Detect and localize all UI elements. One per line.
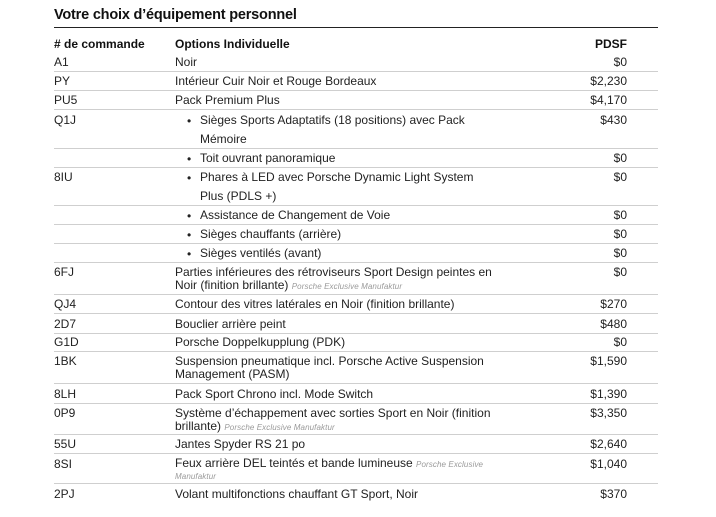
option-price: $0 [613,265,627,279]
bullet-icon: • [187,171,192,185]
option-description: Suspension pneumatique incl. Porsche Active Suspension Management (PASM) [175,354,484,381]
row-divider [54,294,658,295]
option-description: Intérieur Cuir Noir et Rouge Bordeaux [175,74,377,88]
bullet-icon: • [187,209,192,223]
option-price: $4,170 [590,93,627,107]
row-divider [54,224,658,225]
option-price: $1,040 [590,457,627,471]
option-description: Assistance de Changement de Voie [200,208,391,222]
row-divider [54,351,658,352]
option-description [175,458,500,482]
option-description: Porsche Doppelkupplung (PDK) [175,335,346,349]
order-code: 1BK [54,354,77,368]
order-code: A1 [54,55,69,69]
row-divider [54,262,658,263]
option-description-text: Feux arrière DEL teintés et bande lumineuse [175,456,413,470]
order-code: 8SI [54,457,73,471]
page-title: Votre choix d’équipement personnel [54,7,297,23]
column-header-price: PDSF [594,37,627,51]
option-description: Pack Sport Chrono incl. Mode Switch [175,387,374,401]
order-code: G1D [54,335,79,349]
option-description: Sièges chauffants (arrière) [200,227,342,241]
option-price: $0 [613,55,627,69]
option-description: Sièges ventilés (avant) [200,246,322,260]
row-divider [54,71,658,72]
option-description-text: Système d’échappement avec sorties Sport en Noir (finition brillante) [175,406,491,433]
option-price: $370 [600,487,627,501]
row-divider [54,453,658,454]
option-price: $0 [613,208,627,222]
order-code: 2D7 [54,317,77,331]
bullet-icon: • [187,247,192,261]
row-divider [54,403,658,404]
order-code: QJ4 [54,297,77,311]
bullet-icon: • [187,152,192,166]
order-code: 2PJ [54,487,75,501]
option-description: Toit ouvrant panoramique [200,151,336,165]
option-price: $430 [600,113,627,127]
row-divider [54,90,658,91]
option-description: Bouclier arrière peint [175,317,286,331]
exclusive-manufaktur-note: Porsche Exclusive Manufaktur [224,423,335,432]
option-description: Noir [175,55,198,69]
title-rule [54,27,658,28]
row-divider [54,383,658,384]
exclusive-manufaktur-note: Porsche Exclusive Manufaktur [291,282,403,291]
option-description [175,407,505,434]
row-divider [54,243,658,244]
option-description [175,266,505,293]
row-divider [54,434,658,435]
order-code: 55U [54,437,77,451]
option-price: $0 [613,151,627,165]
row-divider [54,109,658,110]
bullet-icon: • [187,228,192,242]
order-code: PU5 [54,93,78,107]
option-description: Volant multifonctions chauffant GT Sport, Noir [175,487,419,501]
row-divider [54,333,658,334]
option-price: $2,640 [590,437,627,451]
option-description: Contour des vitres latérales en Noir (finition brillante) [175,297,455,311]
exclusive-manufaktur-note: Porsche Exclusive Manufaktur [175,460,484,481]
order-code: 8LH [54,387,77,401]
option-price: $480 [600,317,627,331]
option-price: $0 [613,170,627,184]
row-divider [54,148,658,149]
order-code: 8IU [54,170,73,184]
bullet-icon: • [187,114,192,128]
order-code: PY [54,74,71,88]
option-price: $0 [613,335,627,349]
option-price: $2,230 [590,74,627,88]
row-divider [54,483,658,484]
option-description: Sièges Sports Adaptatifs (18 positions) avec Pack Mémoire [200,113,465,146]
order-code: Q1J [54,113,77,127]
option-description: Phares à LED avec Porsche Dynamic Light System Plus (PDLS +) [200,170,474,203]
order-code: 6FJ [54,265,75,279]
option-price: $0 [613,246,627,260]
order-code: 0P9 [54,406,76,420]
option-price: $3,350 [590,406,627,420]
option-description-text: Parties inférieures des rétroviseurs Sport Design peintes en Noir (finition brillante) [175,265,492,292]
option-price: $0 [613,227,627,241]
option-price: $1,390 [590,387,627,401]
row-divider [54,205,658,206]
column-header-code: # de commande [54,37,145,51]
option-price: $1,590 [590,354,627,368]
column-header-options: Options Individuelle [175,37,290,51]
row-divider [54,313,658,314]
option-description: Jantes Spyder RS 21 po [175,437,306,451]
option-description: Pack Premium Plus [175,93,280,107]
option-price: $270 [600,297,627,311]
